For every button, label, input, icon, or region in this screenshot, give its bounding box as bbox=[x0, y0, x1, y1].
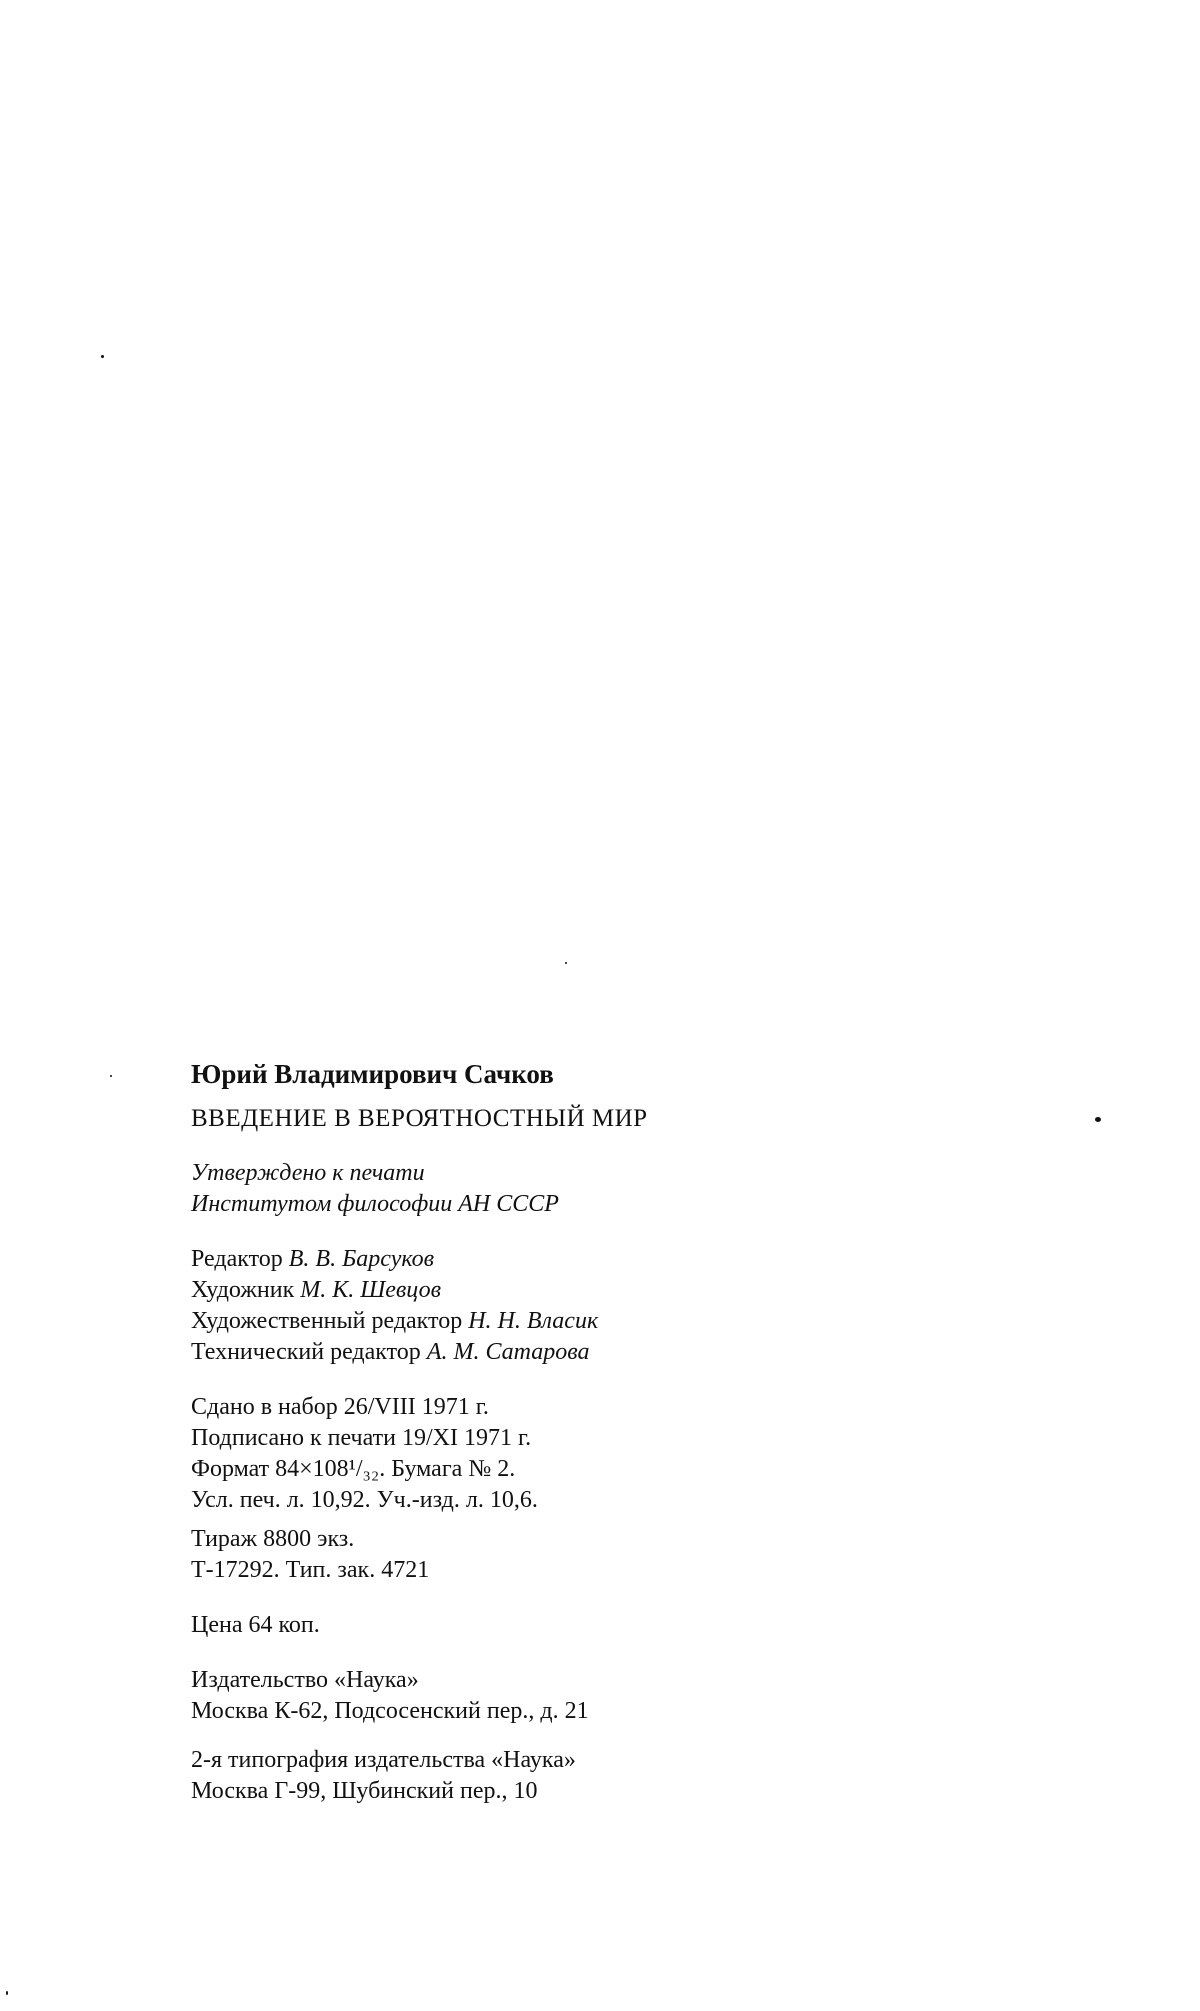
credit-role: Художник bbox=[191, 1277, 295, 1303]
publisher-address: Москва К-62, Подсосенский пер., д. 21 bbox=[191, 1698, 589, 1724]
printer-name: 2-я типография издательства «Наука» bbox=[191, 1747, 576, 1773]
scan-speck bbox=[110, 1075, 112, 1077]
printer-address: Москва Г-99, Шубинский пер., 10 bbox=[191, 1778, 538, 1804]
credit-tech-editor bbox=[191, 1337, 1051, 1368]
price: Цена 64 коп. bbox=[191, 1612, 320, 1638]
credit-art-editor bbox=[191, 1306, 1051, 1337]
credit-person: А. М. Сатарова bbox=[426, 1339, 590, 1365]
publisher-name: Издательство «Наука» bbox=[191, 1667, 419, 1693]
print-submitted: Сдано в набор 26/VIII 1971 г. bbox=[191, 1394, 489, 1420]
author-name: Юрий Владимирович Сачков bbox=[191, 1059, 554, 1089]
order-number: Т-17292. Тип. зак. 4721 bbox=[191, 1557, 430, 1583]
colophon bbox=[191, 1057, 1051, 1807]
credit-person: Н. Н. Власик bbox=[468, 1308, 599, 1334]
circulation: Тираж 8800 экз. bbox=[191, 1526, 355, 1552]
printer-block bbox=[191, 1745, 1051, 1807]
approval-block bbox=[191, 1158, 1051, 1220]
scan-speck bbox=[565, 962, 567, 964]
credits-block bbox=[191, 1244, 1051, 1368]
scan-speck bbox=[101, 355, 104, 358]
book-title: ВВЕДЕНИЕ В ВЕРОЯТНОСТНЫЙ МИР bbox=[191, 1105, 648, 1132]
credit-person: М. К. Шевцов bbox=[300, 1277, 442, 1303]
print-signed: Подписано к печати 19/XI 1971 г. bbox=[191, 1425, 532, 1451]
approval-line: Утверждено к печати bbox=[191, 1160, 425, 1186]
approval-institution: Институтом философии АН СССР bbox=[191, 1191, 559, 1217]
credit-artist bbox=[191, 1275, 1051, 1306]
circulation-block bbox=[191, 1524, 1051, 1586]
credit-role: Художественный редактор bbox=[191, 1308, 463, 1334]
credit-role: Технический редактор bbox=[191, 1339, 421, 1365]
print-sheets: Усл. печ. л. 10,92. Уч.-изд. л. 10,6. bbox=[191, 1487, 538, 1513]
scan-speck bbox=[1095, 1117, 1101, 1122]
credit-person: В. В. Барсуков bbox=[288, 1246, 435, 1272]
publisher-block bbox=[191, 1665, 1051, 1727]
print-format: Формат 84×108¹/₃₂. Бумага № 2. bbox=[191, 1456, 516, 1482]
credit-editor bbox=[191, 1244, 1051, 1275]
print-info-block bbox=[191, 1392, 1051, 1516]
credit-role: Редактор bbox=[191, 1246, 283, 1272]
scan-speck bbox=[6, 1991, 8, 1995]
